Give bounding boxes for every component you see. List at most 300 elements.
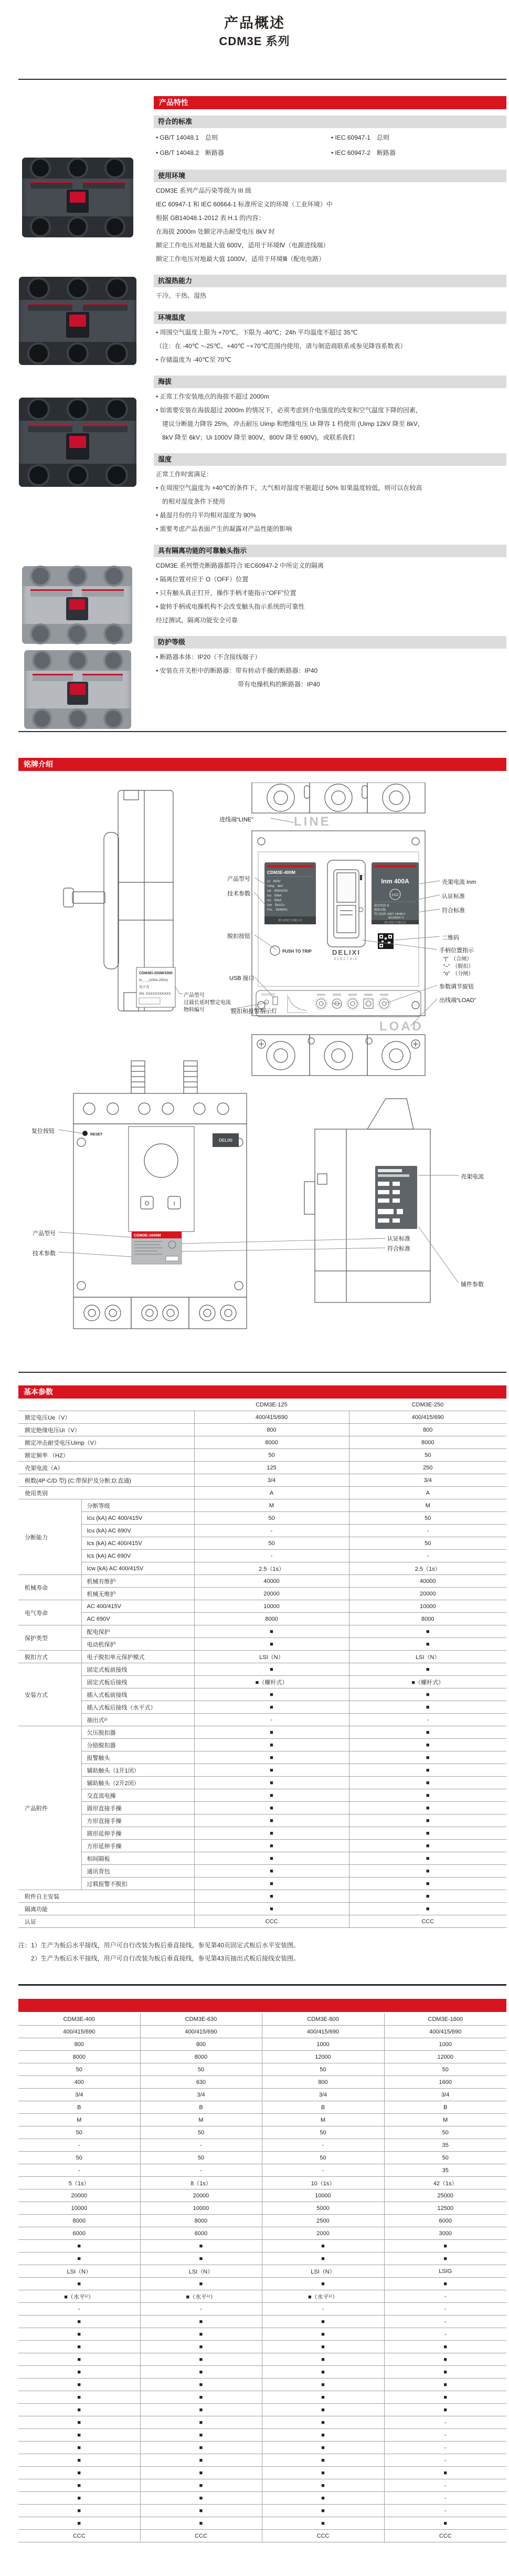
cell-value: ■ — [18, 2479, 140, 2492]
cell-value: ■ — [140, 2429, 262, 2442]
row-label: 插入式板前接线 — [81, 1688, 194, 1701]
operating-handle — [327, 860, 365, 947]
cell-value: ■ — [18, 2316, 140, 2328]
cell-value: ■ — [384, 2252, 506, 2265]
line-terminal-marking: LINE — [294, 815, 331, 829]
table-row — [18, 1600, 506, 1613]
cell-value: 6000 — [384, 2215, 506, 2227]
callout-product-model: 产品型号 — [227, 876, 250, 882]
cell-value: 400/415/690 — [349, 1411, 506, 1424]
table-row — [18, 1751, 506, 1764]
footnote: 2）生产为板后水平接线，用户可自行改装为板后垂直接线，参见第43页抽出式板后接线安装图。 — [18, 1955, 300, 1962]
table2-header-row — [18, 2013, 506, 2026]
svg-text:PUSH TO TRIP: PUSH TO TRIP — [282, 949, 312, 954]
cell-value: 50 — [262, 2063, 384, 2076]
features-banner: 产品特性 — [154, 96, 506, 109]
text-line: • 隔离位置对应于 O（OFF）位置 — [156, 576, 249, 583]
table-row — [18, 1462, 506, 1474]
table-row — [18, 2164, 506, 2177]
table-row — [18, 2063, 506, 2076]
row-label: 极数(4P-C/D 型) (C:带保护及分断;D:直通) — [18, 1474, 194, 1487]
table-row — [18, 2126, 506, 2139]
table-row — [18, 2101, 506, 2114]
cell-value: ■ — [349, 1789, 506, 1802]
svg-text:德力西电气有限公司: 德力西电气有限公司 — [384, 921, 406, 924]
adjustment-strip — [256, 990, 421, 1017]
cell-value: ■ — [194, 1840, 349, 1852]
cell-value: ■ — [262, 2316, 384, 2328]
cell-value: - — [262, 2139, 384, 2152]
cell-value: 10000 — [18, 2202, 140, 2215]
column-header — [18, 1399, 194, 1411]
breaker-face — [25, 422, 131, 463]
front-nameplate-right — [372, 862, 419, 924]
text-line: • 安装在开关柜中的断路器：带有转动手操的断路器：IP40 — [156, 667, 318, 674]
svg-text:CDM3E-1600M: CDM3E-1600M — [134, 1233, 161, 1238]
nameplate-banner: 铭牌介绍 — [18, 758, 506, 771]
table-row — [18, 1449, 506, 1462]
svg-text:CDM3Ei-250M/3300: CDM3Ei-250M/3300 — [139, 972, 173, 975]
text-line: 正常工作时需满足： — [156, 471, 213, 478]
cell-value: - — [194, 1714, 349, 1726]
table-row — [18, 1764, 506, 1777]
section-banner: 防护等级 — [154, 636, 506, 649]
cell-value: ■ — [262, 2416, 384, 2429]
cell-value: 2.5（1s） — [194, 1562, 349, 1575]
breaker-face — [25, 300, 131, 341]
row-label: 额定冲击耐受电压Uimp（V） — [18, 1436, 194, 1449]
cell-value: 250 — [349, 1462, 506, 1474]
callout-accessory-params: 辅件参数 — [461, 1281, 484, 1288]
cell-value: 42（1s） — [384, 2177, 506, 2189]
section-body — [154, 182, 506, 266]
cell-value: ■ — [140, 2517, 262, 2530]
cell-value: ■ — [18, 2505, 140, 2517]
cell-value: ■ — [18, 2366, 140, 2379]
table-row — [18, 2366, 506, 2379]
text-line: 额定工作电压对地最大值 600V，适用于环境Ⅳ（电源进线端） — [156, 242, 330, 249]
callout-line-terminal: 进线端“LINE” — [219, 817, 253, 823]
cell-value: - — [384, 2454, 506, 2467]
cell-value: ■ — [140, 2316, 262, 2328]
table-row — [18, 1840, 506, 1852]
table-row — [18, 1903, 506, 1915]
text-line: • 周围空气温度上限为 +70℃，下限为 -40℃；24h 平均温度不超过 35℃ — [156, 329, 358, 336]
cell-value: CCC — [18, 2530, 140, 2542]
table-row — [18, 1714, 506, 1726]
cell-value: 400/415/690 — [384, 2026, 506, 2038]
text-line: （注：在 -40℃ ~-25℃、+40℃ ~+70℃范围内使用，请与制造商联系或参见降容系数表） — [156, 342, 407, 350]
cell-value: ■ — [262, 2341, 384, 2353]
cell-value: ■ — [194, 1878, 349, 1890]
table-row — [18, 1487, 506, 1499]
table-row — [18, 2089, 506, 2101]
section-body — [154, 557, 506, 627]
cell-value: - — [384, 2479, 506, 2492]
cell-value: LSI（N） — [140, 2265, 262, 2278]
callout-trip-alarm-light: 脱扣和报警指示灯 — [231, 1008, 277, 1015]
text-line: • 最湿月份的月平均相对湿度为 90% — [156, 512, 256, 519]
terminal-strip — [22, 216, 133, 237]
cell-value: 20000 — [194, 1588, 349, 1600]
page-subtitle: CDM3E 系列 — [219, 35, 290, 48]
table-row — [18, 1878, 506, 1890]
text-line: • 需要考虑产品表面产生的凝露对产品性能的影响 — [156, 525, 292, 533]
cell-value: ■ — [140, 2353, 262, 2366]
callout-comply-standard: 符合标准 — [442, 908, 465, 914]
column-header: CDM3E-125 — [256, 1401, 288, 1408]
table-row — [18, 1436, 506, 1449]
cell-value: ■ — [349, 1625, 506, 1638]
table-row — [18, 2416, 506, 2429]
table-row — [18, 2152, 506, 2164]
table1-head — [18, 1399, 506, 1411]
cell-value: - — [384, 2328, 506, 2341]
cell-value: ■ — [349, 1777, 506, 1789]
text-line: • 断路器本体：IP20（不含接线端子） — [156, 653, 261, 661]
callout-material-no: 物料编号 — [184, 1007, 205, 1013]
cell-value: 800 — [140, 2038, 262, 2051]
table-row — [18, 1525, 506, 1537]
cell-value: ■ — [262, 2442, 384, 2454]
cell-value: ■ — [384, 2467, 506, 2479]
table-row — [18, 1814, 506, 1827]
svg-text:Uimp 8kV: Uimp 8kV — [267, 885, 283, 888]
cell-value: ■ — [18, 2492, 140, 2505]
table-row — [18, 2379, 506, 2391]
table-row — [18, 2353, 506, 2366]
cell-value: ■ — [384, 2240, 506, 2252]
cell-value: 50 — [349, 1512, 506, 1525]
cell-value: B — [140, 2101, 262, 2114]
svg-text:Inm 400A: Inm 400A — [381, 878, 409, 885]
cell-value: ■ — [18, 2391, 140, 2404]
table-row — [18, 1865, 506, 1878]
table-row — [18, 2202, 506, 2215]
cell-value: M — [18, 2114, 140, 2126]
cell-value: 800 — [194, 1424, 349, 1436]
row-label: 通讯背包 — [81, 1865, 194, 1878]
cell-value: ■ — [384, 2404, 506, 2416]
page-title: 产品概述 — [224, 15, 285, 31]
cell-value: 400/415/690 — [18, 2026, 140, 2038]
cell-value: 20000 — [140, 2189, 262, 2202]
cell-value: ■ — [384, 2341, 506, 2353]
cell-value: 8000 — [194, 1436, 349, 1449]
table-row — [18, 1613, 506, 1625]
table-row — [18, 2189, 506, 2202]
row-label: 使用类别 — [18, 1487, 194, 1499]
table-row — [18, 2479, 506, 2492]
standard-item: • GB/T 14048.2 断路器 — [156, 149, 225, 157]
cell-value: 8000 — [140, 2215, 262, 2227]
table-row — [18, 1575, 506, 1588]
cell-value: 50 — [194, 1512, 349, 1525]
table-row — [18, 2252, 506, 2265]
row-label: 相间隔板 — [81, 1852, 194, 1865]
terminal-strip — [19, 342, 136, 365]
standards-banner: 符合的标准 — [154, 116, 506, 128]
table-row — [18, 1890, 506, 1903]
row-label: Ics (kA) AC 690V — [81, 1550, 194, 1562]
standard-item: • IEC 60947-2 断路器 — [331, 149, 396, 157]
row-label: 报警触头 — [81, 1751, 194, 1764]
cell-value: ■ — [140, 2278, 262, 2290]
row-label: 机械有维护 — [81, 1575, 194, 1588]
table-row — [18, 2341, 506, 2353]
svg-text:Icw 5kA/1s: Icw 5kA/1s — [267, 904, 285, 907]
table1-header-row — [18, 1399, 506, 1411]
column-header: CDM3E-250 — [411, 1401, 444, 1408]
cell-value: 6000 — [140, 2227, 262, 2240]
cell-value: ■ — [140, 2328, 262, 2341]
cell-value: ■ — [140, 2416, 262, 2429]
section-body — [154, 287, 506, 303]
cell-value: 3/4 — [384, 2089, 506, 2101]
cell-value: 35 — [384, 2139, 506, 2152]
table-row — [18, 2278, 506, 2290]
cell-value: - — [140, 2164, 262, 2177]
cell-value: ■ — [349, 1814, 506, 1827]
cell-value: ■ — [349, 1878, 506, 1890]
row-label: 电子脱扣单元保护模式 — [81, 1651, 194, 1663]
section-banner: 使用环境 — [154, 170, 506, 182]
cell-value: ■ — [194, 1663, 349, 1676]
table-row — [18, 2076, 506, 2089]
bottom-red-nameplate — [132, 1232, 182, 1264]
cell-value: - — [18, 2139, 140, 2152]
svg-text:Ics 50kA: Ics 50kA — [267, 899, 282, 902]
row-label: 配电保护 — [81, 1625, 194, 1638]
cell-value: ■ — [18, 2442, 140, 2454]
push-to-trip — [270, 946, 312, 955]
table-row — [18, 2391, 506, 2404]
callout-handle-on: “|” （合闸） — [443, 956, 472, 962]
terminal-strip — [24, 650, 131, 671]
cell-value: ■ — [18, 2517, 140, 2530]
cell-value: 10000 — [262, 2189, 384, 2202]
text-line: 带有电操机构的断路器：IP40 — [156, 681, 320, 688]
cell-value: 800 — [349, 1424, 506, 1436]
row-label: 固定式板后接线 — [81, 1676, 194, 1688]
params-cont-table — [18, 2013, 506, 2542]
cell-value: ■ — [194, 1726, 349, 1739]
cell-value: ■ — [349, 1638, 506, 1651]
cell-value: ■ — [194, 1777, 349, 1789]
table-row — [18, 2404, 506, 2416]
cell-value: ■ — [262, 2391, 384, 2404]
section-banner: 具有隔离功能的可靠触头指示 — [154, 545, 506, 557]
table-row — [18, 1676, 506, 1688]
terminal-strip — [24, 708, 131, 729]
divider — [18, 1984, 506, 1986]
cell-value: 400/415/690 — [262, 2026, 384, 2038]
table-row — [18, 1701, 506, 1714]
callout-side-product-model: 产品型号 — [184, 993, 205, 998]
cell-value: ■（螺杆式） — [349, 1676, 506, 1688]
table-row — [18, 1651, 506, 1663]
cell-value: 3/4 — [262, 2089, 384, 2101]
cell-value: LSI（N） — [194, 1651, 349, 1663]
cell-value: ■ — [194, 1903, 349, 1915]
cell-value: 50 — [349, 1537, 506, 1550]
product-photo — [22, 158, 133, 237]
group-label: 分断能力 — [18, 1499, 81, 1575]
svg-text:Fre. 50/60Hz: Fre. 50/60Hz — [267, 909, 288, 912]
cell-value: 630 — [140, 2076, 262, 2089]
cell-value: CCC — [140, 2530, 262, 2542]
cell-value: ■ — [140, 2341, 262, 2353]
table-row — [18, 1726, 506, 1739]
cell-value: A — [194, 1487, 349, 1499]
text-line: 经过测试，隔离功能安全可靠 — [156, 617, 238, 624]
cell-value: ■ — [384, 2353, 506, 2366]
terminal-strip — [19, 277, 136, 300]
cell-value: ■ — [349, 1890, 506, 1903]
callout-handle-trip: “–” （脱扣） — [443, 964, 474, 969]
table-row — [18, 1789, 506, 1802]
text-line: 在海拔 2000m 处额定冲击耐受电压 8kV 时 — [156, 228, 275, 235]
terminal-strip — [19, 464, 136, 487]
row-label: 隔离功能 — [18, 1903, 194, 1915]
cell-value: 50 — [18, 2063, 140, 2076]
breaker-front-photo — [22, 158, 133, 237]
table-row — [18, 2316, 506, 2328]
cell-value: ■ — [140, 2252, 262, 2265]
text-line: • 在周围空气温度为 +40℃的条件下，大气相对湿度不能超过 50% 如果温度较低，则可以在较高 — [156, 484, 422, 492]
cell-value: 50 — [18, 2126, 140, 2139]
svg-text:Icu 50kA: Icu 50kA — [267, 894, 282, 898]
cell-value: 2000 — [262, 2227, 384, 2240]
text-line: CDM3E 系列塑壳断路器都符合 IEC60947-2 中所定义的隔离 — [156, 562, 324, 569]
cell-value: 8000 — [349, 1436, 506, 1449]
column-header: CDM3E-1600 — [384, 2013, 506, 2026]
group-label: 脱扣方式 — [18, 1651, 81, 1663]
table-row — [18, 1588, 506, 1600]
cell-value: ■ — [18, 2404, 140, 2416]
cell-value: 400 — [18, 2076, 140, 2089]
table-row — [18, 1915, 506, 1928]
cell-value: - — [349, 1525, 506, 1537]
row-label: 辅助触头（1开1闭） — [81, 1764, 194, 1777]
row-label: Icu (kA) AC 690V — [81, 1525, 194, 1537]
breaker-front-photo — [19, 398, 136, 487]
cell-value: ■ — [18, 2416, 140, 2429]
row-label: AC 400/415V — [81, 1600, 194, 1613]
callout-usb-port: USB 接口 — [229, 975, 254, 982]
table-row — [18, 2215, 506, 2227]
callout-load-terminal: 出线端“LOAD” — [439, 997, 476, 1004]
text-line: • 如需要安装在海拔超过 2000m 的情况下，必须考虑到介电强度的改变和空气温度下降的因素， — [156, 406, 422, 414]
cell-value: 2.5（1s） — [349, 1562, 506, 1575]
callout-overload-current: 过载长延时整定电流 — [184, 1000, 231, 1006]
row-label: 固定式板前接线 — [81, 1663, 194, 1676]
text-line: • 正常工作安装地点的海拔不超过 2000m — [156, 393, 269, 400]
divider — [18, 731, 506, 732]
cell-value: ■（水平¹⁾） — [18, 2290, 140, 2303]
cell-value: 10000 — [349, 1600, 506, 1613]
footnote: 注：1）生产为板后水平接线，用户可自行改装为板后垂直接线，参见第40页固定式板后水平安装图。 — [18, 1942, 300, 1949]
cell-value: 50 — [349, 1449, 506, 1462]
row-label: 机械无维护 — [81, 1588, 194, 1600]
group-label: 保护类型 — [18, 1625, 81, 1651]
callout-cert-standard-2: 认证标准 — [387, 1236, 410, 1242]
text-line: 根据 GB14048.1-2012 表 H.1 的内容： — [156, 214, 265, 222]
table-row — [18, 2467, 506, 2479]
table-row — [18, 1562, 506, 1575]
cell-value: ■ — [262, 2353, 384, 2366]
row-label: 方形直接手操 — [81, 1814, 194, 1827]
cell-value: 3/4 — [18, 2089, 140, 2101]
section-body — [154, 388, 506, 444]
cell-value: M — [140, 2114, 262, 2126]
row-label: 额定频率 （HZ） — [18, 1449, 194, 1462]
cell-value: 5（1s） — [18, 2177, 140, 2189]
svg-text:Ui 800V: Ui 800V — [267, 880, 281, 883]
features-content — [154, 112, 506, 691]
cell-value: ■（水平¹⁾） — [140, 2290, 262, 2303]
cell-value: 40000 — [194, 1575, 349, 1588]
table-row — [18, 2454, 506, 2467]
cell-value: 1600 — [384, 2076, 506, 2089]
section-body — [154, 466, 506, 536]
cell-value: ■ — [349, 1739, 506, 1751]
cell-value: ■ — [18, 2429, 140, 2442]
svg-text:CCC: CCC — [391, 894, 399, 897]
callout-qr-code: 二维码 — [442, 935, 459, 941]
table-row — [18, 1739, 506, 1751]
row-label: 额定绝缘电压Ui（V） — [18, 1424, 194, 1436]
cell-value: ■ — [349, 1802, 506, 1814]
row-label: Icw (kA) AC 400/415V — [81, 1562, 194, 1575]
text-line: 额定工作电压对地最大值 1000V，适用于环境Ⅲ（配电电路） — [156, 255, 325, 263]
cell-value: LSI（N） — [18, 2265, 140, 2278]
cell-value: ■ — [349, 1726, 506, 1739]
cell-value: LSI（N） — [262, 2265, 384, 2278]
params-cont-banner — [18, 1999, 506, 2012]
cell-value: - — [384, 2492, 506, 2505]
text-line: • 存储温度为 -40℃至 70℃ — [156, 356, 231, 363]
terminal-strip — [22, 158, 133, 179]
cell-value: - — [384, 2429, 506, 2442]
table-row — [18, 1550, 506, 1562]
table-row — [18, 1625, 506, 1638]
cell-value: - — [18, 2303, 140, 2316]
column-header: CDM3E-800 — [262, 2013, 384, 2026]
cell-value: 50 — [384, 2152, 506, 2164]
cell-value: 50 — [194, 1537, 349, 1550]
callout-handle-position: 手柄位置指示 — [439, 947, 474, 954]
callout-product-model-2: 产品型号 — [33, 1230, 56, 1237]
svg-text:隔离功能:: 隔离功能: — [374, 909, 387, 912]
cell-value: ■ — [262, 2404, 384, 2416]
cell-value: ■ — [262, 2492, 384, 2505]
cell-value: 50 — [140, 2152, 262, 2164]
cell-value: A — [349, 1487, 506, 1499]
row-label: 插入式板后接线（水平式） — [81, 1701, 194, 1714]
cell-value: CCC — [349, 1915, 506, 1928]
cell-value: M — [262, 2114, 384, 2126]
cell-value: 12000 — [384, 2051, 506, 2063]
cell-value: ■ — [18, 2328, 140, 2341]
cell-value: ■ — [18, 2353, 140, 2366]
cell-value: - — [384, 2316, 506, 2328]
row-label: 认证 — [18, 1915, 194, 1928]
cell-value: 8000 — [194, 1613, 349, 1625]
cell-value: ■ — [194, 1789, 349, 1802]
breaker-face — [29, 672, 126, 708]
cell-value: - — [140, 2139, 262, 2152]
